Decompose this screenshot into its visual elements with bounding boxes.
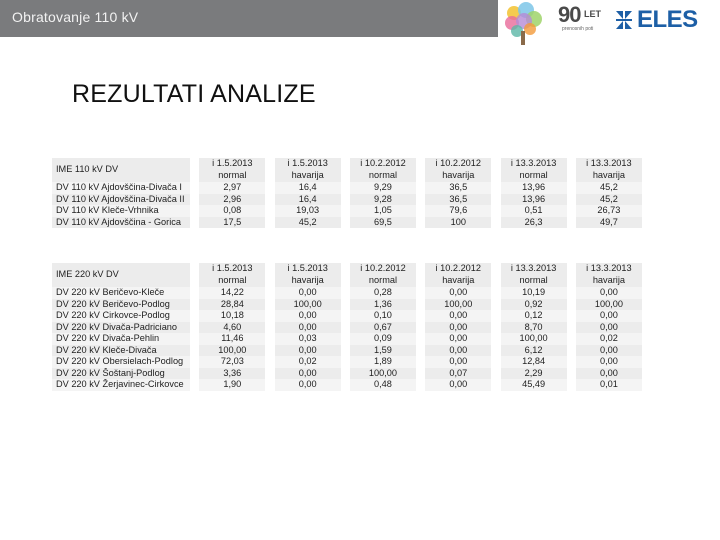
page-title: REZULTATI ANALIZE <box>72 80 316 108</box>
header-title: Obratovanje 110 kV <box>12 9 139 25</box>
value-cell: 0,00 <box>275 322 341 334</box>
value-cell: 3,36 <box>199 368 265 380</box>
value-cell: 0,00 <box>576 310 642 322</box>
value-cell: 100,00 <box>425 299 491 311</box>
value-cell: 0,00 <box>576 356 642 368</box>
value-cell: 0,07 <box>425 368 491 380</box>
line-name: DV 220 kV Kleče-Divača <box>52 345 190 357</box>
value-cell: 13,96 <box>501 182 567 194</box>
value-cell: 0,02 <box>576 333 642 345</box>
value-cell: 0,02 <box>275 356 341 368</box>
value-cell: 0,12 <box>501 310 567 322</box>
line-name: DV 110 kV Ajdovščina-Divača I <box>52 182 190 194</box>
line-name: DV 220 kV Divača-Padriciano <box>52 322 190 334</box>
column-header: i 10.2.2012 havarija <box>425 263 491 287</box>
value-cell: 0,00 <box>425 356 491 368</box>
value-cell: 2,29 <box>501 368 567 380</box>
value-cell: 0,10 <box>350 310 416 322</box>
value-cell: 12,84 <box>501 356 567 368</box>
value-cell: 72,03 <box>199 356 265 368</box>
column-header: i 13.3.2013 havarija <box>576 158 642 182</box>
line-name: DV 220 kV Divača-Pehlin <box>52 333 190 345</box>
value-cell: 1,89 <box>350 356 416 368</box>
value-cell: 6,12 <box>501 345 567 357</box>
column-header: i 1.5.2013 normal <box>199 263 265 287</box>
name-header: IME 110 kV DV <box>52 158 190 182</box>
value-cell: 100,00 <box>275 299 341 311</box>
value-cell: 2,97 <box>199 182 265 194</box>
value-cell: 9,29 <box>350 182 416 194</box>
column-header: i 10.2.2012 normal <box>350 158 416 182</box>
table-row <box>52 356 642 368</box>
value-cell: 0,92 <box>501 299 567 311</box>
value-cell: 0,00 <box>425 379 491 391</box>
line-name: DV 220 kV Šoštanj-Podlog <box>52 368 190 380</box>
value-cell: 100,00 <box>501 333 567 345</box>
value-cell: 45,2 <box>576 182 642 194</box>
anniversary-sub: prenosnih poti <box>562 26 594 32</box>
value-cell: 0,00 <box>275 379 341 391</box>
value-cell: 0,67 <box>350 322 416 334</box>
value-cell: 28,84 <box>199 299 265 311</box>
column-header: i 1.5.2013 normal <box>199 158 265 182</box>
value-cell: 1,36 <box>350 299 416 311</box>
eles-brand: ELES <box>637 6 698 33</box>
value-cell: 0,09 <box>350 333 416 345</box>
line-name: DV 220 kV Obersielach-Podlog <box>52 356 190 368</box>
value-cell: 36,5 <box>425 182 491 194</box>
table-row <box>52 299 642 311</box>
column-header: i 13.3.2013 normal <box>501 263 567 287</box>
value-cell: 100 <box>425 217 491 229</box>
value-cell: 0,01 <box>576 379 642 391</box>
value-cell: 0,00 <box>275 345 341 357</box>
header-bar <box>0 0 498 37</box>
line-name: DV 110 kV Kleče-Vrhnika <box>52 205 190 217</box>
value-cell: 13,96 <box>501 194 567 206</box>
line-name: DV 220 kV Beričevo-Kleče <box>52 287 190 299</box>
value-cell: 36,5 <box>425 194 491 206</box>
value-cell: 2,96 <box>199 194 265 206</box>
line-name: DV 110 kV Ajdovščina - Gorica <box>52 217 190 229</box>
line-name: DV 220 kV Beričevo-Podlog <box>52 299 190 311</box>
table-220kv <box>52 263 642 391</box>
anniversary-number: 90 <box>558 2 581 27</box>
value-cell: 17,5 <box>199 217 265 229</box>
value-cell: 0,00 <box>275 310 341 322</box>
table-row <box>52 310 642 322</box>
anniversary-word: LET <box>584 9 601 19</box>
value-cell: 69,5 <box>350 217 416 229</box>
column-header: i 13.3.2013 normal <box>501 158 567 182</box>
table-row <box>52 379 642 391</box>
column-header: i 13.3.2013 havarija <box>576 263 642 287</box>
value-cell: 1,59 <box>350 345 416 357</box>
value-cell: 0,03 <box>275 333 341 345</box>
value-cell: 1,90 <box>199 379 265 391</box>
table-row <box>52 368 642 380</box>
table-header-row <box>52 158 642 182</box>
value-cell: 100,00 <box>350 368 416 380</box>
value-cell: 8,70 <box>501 322 567 334</box>
value-cell: 4,60 <box>199 322 265 334</box>
value-cell: 16,4 <box>275 194 341 206</box>
value-cell: 0,51 <box>501 205 567 217</box>
value-cell: 0,00 <box>576 322 642 334</box>
value-cell: 100,00 <box>576 299 642 311</box>
table-row <box>52 205 642 217</box>
table-row <box>52 333 642 345</box>
value-cell: 0,00 <box>576 368 642 380</box>
value-cell: 0,00 <box>425 333 491 345</box>
table-row <box>52 217 642 229</box>
value-cell: 0,00 <box>576 287 642 299</box>
value-cell: 0,08 <box>199 205 265 217</box>
value-cell: 45,49 <box>501 379 567 391</box>
name-header: IME 220 kV DV <box>52 263 190 287</box>
value-cell: 49,7 <box>576 217 642 229</box>
value-cell: 100,00 <box>199 345 265 357</box>
tree-logo-icon <box>500 1 546 49</box>
table-row <box>52 182 642 194</box>
anniversary-logo <box>558 4 610 34</box>
column-header: i 10.2.2012 normal <box>350 263 416 287</box>
value-cell: 45,2 <box>275 217 341 229</box>
table-row <box>52 345 642 357</box>
value-cell: 11,46 <box>199 333 265 345</box>
value-cell: 1,05 <box>350 205 416 217</box>
value-cell: 14,22 <box>199 287 265 299</box>
value-cell: 0,28 <box>350 287 416 299</box>
value-cell: 0,00 <box>576 345 642 357</box>
table-row <box>52 194 642 206</box>
value-cell: 0,00 <box>275 368 341 380</box>
column-header: i 10.2.2012 havarija <box>425 158 491 182</box>
value-cell: 19,03 <box>275 205 341 217</box>
table-row <box>52 287 642 299</box>
column-header: i 1.5.2013 havarija <box>275 158 341 182</box>
table-110kv <box>52 158 642 228</box>
value-cell: 0,00 <box>275 287 341 299</box>
value-cell: 26,73 <box>576 205 642 217</box>
line-name: DV 220 kV Žerjavinec-Cirkovce <box>52 379 190 391</box>
line-name: DV 110 kV Ajdovščina-Divača II <box>52 194 190 206</box>
value-cell: 16,4 <box>275 182 341 194</box>
value-cell: 9,28 <box>350 194 416 206</box>
value-cell: 0,00 <box>425 345 491 357</box>
value-cell: 0,00 <box>425 310 491 322</box>
value-cell: 0,00 <box>425 287 491 299</box>
value-cell: 0,48 <box>350 379 416 391</box>
line-name: DV 220 kV Cirkovce-Podlog <box>52 310 190 322</box>
value-cell: 0,00 <box>425 322 491 334</box>
value-cell: 26,3 <box>501 217 567 229</box>
value-cell: 79,6 <box>425 205 491 217</box>
table-row <box>52 322 642 334</box>
column-header: i 1.5.2013 havarija <box>275 263 341 287</box>
value-cell: 45,2 <box>576 194 642 206</box>
value-cell: 10,18 <box>199 310 265 322</box>
eles-mark-icon <box>614 9 634 31</box>
table-header-row <box>52 263 642 287</box>
value-cell: 10,19 <box>501 287 567 299</box>
